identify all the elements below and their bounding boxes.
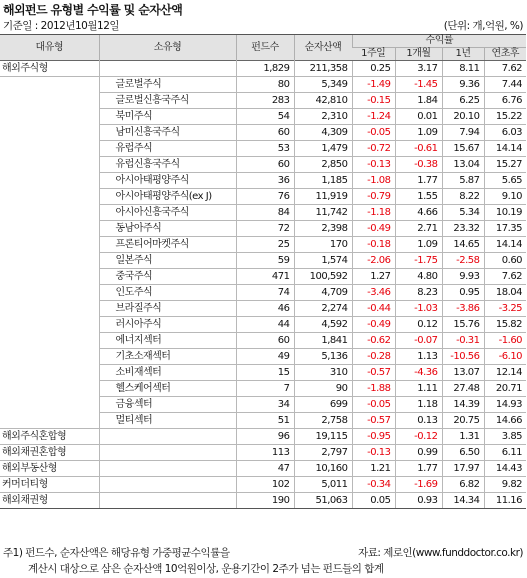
return-1w-cell: -0.57	[352, 413, 395, 429]
subtype-cell: 브라질주식	[99, 301, 236, 317]
return-ytd-cell: 14.93	[484, 397, 526, 413]
table-row	[0, 269, 526, 285]
table-row	[0, 493, 526, 509]
fund-count-cell: 25	[236, 237, 294, 253]
report-title: 해외펀드 유형별 수익률 및 순자산액	[3, 3, 183, 17]
return-1y-cell: 6.82	[442, 477, 484, 493]
return-1m-cell: 0.99	[395, 445, 442, 461]
return-ytd-cell: 7.62	[484, 269, 526, 285]
subtype-cell: 유럽신흥국주식	[99, 157, 236, 173]
base-date: 기준일 : 2012년10월12일	[3, 20, 120, 32]
return-1w-cell: -0.05	[352, 125, 395, 141]
return-1w-cell: -0.34	[352, 477, 395, 493]
net-assets-cell: 1,185	[294, 173, 352, 189]
return-ytd-cell: 15.82	[484, 317, 526, 333]
subtype-cell: 동남아주식	[99, 221, 236, 237]
category-cell	[0, 157, 99, 173]
return-1y-cell: 27.48	[442, 381, 484, 397]
return-ytd-cell: 14.66	[484, 413, 526, 429]
return-1w-cell: -0.72	[352, 141, 395, 157]
category-cell: 해외채권혼합형	[0, 445, 99, 461]
return-1m-cell: 1.13	[395, 349, 442, 365]
return-1y-cell: 17.97	[442, 461, 484, 477]
header-1-year: 1년	[442, 48, 484, 61]
return-1w-cell: 0.25	[352, 61, 395, 77]
subtype-cell: 중국주식	[99, 269, 236, 285]
header-ytd: 연초후	[484, 48, 526, 61]
fund-count-cell: 59	[236, 253, 294, 269]
return-1m-cell: 1.84	[395, 93, 442, 109]
return-1w-cell: -3.46	[352, 285, 395, 301]
subtype-cell: 러시아주식	[99, 317, 236, 333]
table-row	[0, 173, 526, 189]
return-1m-cell: 1.09	[395, 125, 442, 141]
subtype-cell: 아시아태평양주식(ex J)	[99, 189, 236, 205]
category-cell: 해외채권형	[0, 493, 99, 509]
fund-count-cell: 53	[236, 141, 294, 157]
return-ytd-cell: 0.60	[484, 253, 526, 269]
category-cell	[0, 173, 99, 189]
return-ytd-cell: 10.19	[484, 205, 526, 221]
return-1w-cell: -1.08	[352, 173, 395, 189]
return-1y-cell: 14.39	[442, 397, 484, 413]
return-ytd-cell: 7.62	[484, 61, 526, 77]
return-1m-cell: 1.18	[395, 397, 442, 413]
return-1m-cell: 0.12	[395, 317, 442, 333]
table-row	[0, 429, 526, 445]
fund-count-cell: 72	[236, 221, 294, 237]
subtype-cell: 금융섹터	[99, 397, 236, 413]
subtype-cell: 인도주식	[99, 285, 236, 301]
return-1y-cell: 23.32	[442, 221, 484, 237]
fund-count-cell: 60	[236, 333, 294, 349]
return-1w-cell: -2.06	[352, 253, 395, 269]
subtype-cell: 에너지섹터	[99, 333, 236, 349]
table-row	[0, 285, 526, 301]
subtype-cell: 아시아신흥국주식	[99, 205, 236, 221]
fund-count-cell: 76	[236, 189, 294, 205]
fund-count-cell: 44	[236, 317, 294, 333]
fund-count-cell: 7	[236, 381, 294, 397]
net-assets-cell: 11,919	[294, 189, 352, 205]
return-1w-cell: -1.49	[352, 77, 395, 93]
return-1y-cell: 6.50	[442, 445, 484, 461]
return-1w-cell: -0.57	[352, 365, 395, 381]
fund-count-cell: 96	[236, 429, 294, 445]
category-cell	[0, 205, 99, 221]
category-cell	[0, 397, 99, 413]
table-row	[0, 61, 526, 77]
return-1m-cell: 8.23	[395, 285, 442, 301]
return-ytd-cell: 14.43	[484, 461, 526, 477]
table-row	[0, 397, 526, 413]
return-1y-cell: 15.76	[442, 317, 484, 333]
return-ytd-cell: 5.65	[484, 173, 526, 189]
return-1y-cell: -2.58	[442, 253, 484, 269]
table-row	[0, 317, 526, 333]
category-cell	[0, 109, 99, 125]
fund-count-cell: 113	[236, 445, 294, 461]
fund-count-cell: 60	[236, 125, 294, 141]
return-ytd-cell: 6.11	[484, 445, 526, 461]
table-row	[0, 301, 526, 317]
net-assets-cell: 4,592	[294, 317, 352, 333]
net-assets-cell: 90	[294, 381, 352, 397]
table-row	[0, 205, 526, 221]
return-ytd-cell: 6.03	[484, 125, 526, 141]
header-fund-count: 펀드수	[236, 35, 294, 61]
table-row	[0, 221, 526, 237]
net-assets-cell: 2,758	[294, 413, 352, 429]
return-1w-cell: -0.05	[352, 397, 395, 413]
return-ytd-cell: -3.25	[484, 301, 526, 317]
category-cell	[0, 285, 99, 301]
fund-count-cell: 36	[236, 173, 294, 189]
return-1y-cell: 5.34	[442, 205, 484, 221]
subtype-cell	[99, 493, 236, 509]
fund-count-cell: 46	[236, 301, 294, 317]
net-assets-cell: 1,479	[294, 141, 352, 157]
return-1w-cell: -0.13	[352, 157, 395, 173]
return-ytd-cell: 15.27	[484, 157, 526, 173]
category-cell	[0, 413, 99, 429]
table-row	[0, 77, 526, 93]
subtype-cell: 소비재섹터	[99, 365, 236, 381]
return-1m-cell: -0.38	[395, 157, 442, 173]
table-row	[0, 333, 526, 349]
return-1y-cell: 14.34	[442, 493, 484, 509]
return-1m-cell: -1.75	[395, 253, 442, 269]
return-1m-cell: 4.66	[395, 205, 442, 221]
return-1m-cell: 1.55	[395, 189, 442, 205]
fund-count-cell: 51	[236, 413, 294, 429]
fund-count-cell: 190	[236, 493, 294, 509]
return-1w-cell: -0.62	[352, 333, 395, 349]
return-1y-cell: 13.07	[442, 365, 484, 381]
fund-count-cell: 60	[236, 157, 294, 173]
table-row	[0, 253, 526, 269]
return-ytd-cell: 9.10	[484, 189, 526, 205]
net-assets-cell: 699	[294, 397, 352, 413]
return-1w-cell: -0.13	[352, 445, 395, 461]
category-cell	[0, 77, 99, 93]
net-assets-cell: 51,063	[294, 493, 352, 509]
table-row	[0, 93, 526, 109]
return-1y-cell: 8.11	[442, 61, 484, 77]
return-1m-cell: 1.77	[395, 461, 442, 477]
category-cell	[0, 189, 99, 205]
table-row	[0, 141, 526, 157]
category-cell	[0, 349, 99, 365]
return-1m-cell: -1.03	[395, 301, 442, 317]
return-1m-cell: -0.07	[395, 333, 442, 349]
fund-count-cell: 283	[236, 93, 294, 109]
net-assets-cell: 4,709	[294, 285, 352, 301]
net-assets-cell: 10,160	[294, 461, 352, 477]
return-ytd-cell: 18.04	[484, 285, 526, 301]
return-1w-cell: -0.28	[352, 349, 395, 365]
footnote-2: 계산시 대상으로 삼은 순자산액 10억원이상, 운용기간이 2주가 넘는 펀드들의 합계	[28, 563, 384, 575]
return-1y-cell: -3.86	[442, 301, 484, 317]
return-1m-cell: 3.17	[395, 61, 442, 77]
return-ytd-cell: 20.71	[484, 381, 526, 397]
return-1w-cell: -1.18	[352, 205, 395, 221]
table-row	[0, 157, 526, 173]
fund-count-cell: 1,829	[236, 61, 294, 77]
category-cell	[0, 365, 99, 381]
return-1m-cell: 0.01	[395, 109, 442, 125]
category-cell: 해외주식형	[0, 61, 99, 77]
source-note: 자료: 제로인(www.funddoctor.co.kr)	[358, 547, 523, 559]
unit-note: (단위: 개,억원, %)	[443, 20, 523, 32]
subtype-cell	[99, 61, 236, 77]
return-ytd-cell: 17.35	[484, 221, 526, 237]
table-row	[0, 109, 526, 125]
fund-count-cell: 84	[236, 205, 294, 221]
return-1w-cell: -0.95	[352, 429, 395, 445]
fund-count-cell: 471	[236, 269, 294, 285]
return-1w-cell: -0.49	[352, 317, 395, 333]
net-assets-cell: 2,797	[294, 445, 352, 461]
return-1y-cell: 20.75	[442, 413, 484, 429]
return-ytd-cell: 12.14	[484, 365, 526, 381]
return-ytd-cell: -6.10	[484, 349, 526, 365]
header-1-week: 1주일	[352, 48, 395, 61]
subtype-cell: 북미주식	[99, 109, 236, 125]
table-row	[0, 445, 526, 461]
table-row	[0, 237, 526, 253]
return-ytd-cell: -1.60	[484, 333, 526, 349]
net-assets-cell: 5,349	[294, 77, 352, 93]
return-ytd-cell: 14.14	[484, 141, 526, 157]
net-assets-cell: 11,742	[294, 205, 352, 221]
footnote-1: 주1) 펀드수, 순자산액은 해당유형 가중평균수익률을	[3, 547, 230, 559]
return-1m-cell: 4.80	[395, 269, 442, 285]
return-1m-cell: 1.77	[395, 173, 442, 189]
return-1m-cell: 0.93	[395, 493, 442, 509]
fund-count-cell: 80	[236, 77, 294, 93]
net-assets-cell: 2,850	[294, 157, 352, 173]
header-net-assets: 순자산액	[294, 35, 352, 61]
return-1y-cell: 15.67	[442, 141, 484, 157]
return-ytd-cell: 3.85	[484, 429, 526, 445]
category-cell	[0, 125, 99, 141]
subtype-cell: 일본주식	[99, 253, 236, 269]
return-ytd-cell: 7.44	[484, 77, 526, 93]
fund-count-cell: 74	[236, 285, 294, 301]
return-1y-cell: 9.36	[442, 77, 484, 93]
subtype-cell: 아시아태평양주식	[99, 173, 236, 189]
net-assets-cell: 310	[294, 365, 352, 381]
subtype-cell	[99, 477, 236, 493]
return-1m-cell: -1.69	[395, 477, 442, 493]
header-subtype: 소유형	[99, 35, 236, 61]
net-assets-cell: 42,810	[294, 93, 352, 109]
net-assets-cell: 4,309	[294, 125, 352, 141]
return-1w-cell: 1.27	[352, 269, 395, 285]
return-1y-cell: 14.65	[442, 237, 484, 253]
category-cell: 커머더티형	[0, 477, 99, 493]
table-body	[0, 61, 526, 509]
return-1y-cell: 0.95	[442, 285, 484, 301]
net-assets-cell: 5,136	[294, 349, 352, 365]
net-assets-cell: 1,841	[294, 333, 352, 349]
net-assets-cell: 100,592	[294, 269, 352, 285]
category-cell: 해외주식혼합형	[0, 429, 99, 445]
subtype-cell: 프론티어마켓주식	[99, 237, 236, 253]
subtype-cell: 글로벌신흥국주식	[99, 93, 236, 109]
return-1w-cell: -0.79	[352, 189, 395, 205]
table-row	[0, 125, 526, 141]
category-cell	[0, 93, 99, 109]
subtype-cell: 헬스케어섹터	[99, 381, 236, 397]
return-1w-cell: 0.05	[352, 493, 395, 509]
return-1m-cell: 2.71	[395, 221, 442, 237]
table-row	[0, 413, 526, 429]
return-1w-cell: -1.88	[352, 381, 395, 397]
return-1y-cell: -10.56	[442, 349, 484, 365]
fund-count-cell: 102	[236, 477, 294, 493]
return-ytd-cell: 6.76	[484, 93, 526, 109]
return-1m-cell: 0.13	[395, 413, 442, 429]
return-1y-cell: -0.31	[442, 333, 484, 349]
table-row	[0, 461, 526, 477]
fund-count-cell: 34	[236, 397, 294, 413]
subtype-cell: 멀티섹터	[99, 413, 236, 429]
table-row	[0, 189, 526, 205]
header-category: 대유형	[0, 35, 99, 61]
fund-count-cell: 15	[236, 365, 294, 381]
return-1m-cell: -1.45	[395, 77, 442, 93]
subtype-cell	[99, 461, 236, 477]
return-1m-cell: -0.12	[395, 429, 442, 445]
table-row	[0, 349, 526, 365]
category-cell	[0, 381, 99, 397]
return-1y-cell: 20.10	[442, 109, 484, 125]
return-1w-cell: -0.49	[352, 221, 395, 237]
return-1y-cell: 5.87	[442, 173, 484, 189]
category-cell	[0, 237, 99, 253]
return-1m-cell: 1.11	[395, 381, 442, 397]
return-1y-cell: 8.22	[442, 189, 484, 205]
category-cell	[0, 317, 99, 333]
returns-table	[0, 34, 526, 509]
net-assets-cell: 2,310	[294, 109, 352, 125]
table-row	[0, 365, 526, 381]
return-1y-cell: 13.04	[442, 157, 484, 173]
return-1y-cell: 7.94	[442, 125, 484, 141]
return-1m-cell: -0.61	[395, 141, 442, 157]
fund-count-cell: 49	[236, 349, 294, 365]
net-assets-cell: 2,274	[294, 301, 352, 317]
return-ytd-cell: 15.22	[484, 109, 526, 125]
return-ytd-cell: 9.82	[484, 477, 526, 493]
return-1w-cell: -0.18	[352, 237, 395, 253]
return-1w-cell: -1.24	[352, 109, 395, 125]
table-row	[0, 381, 526, 397]
subtype-cell: 유럽주식	[99, 141, 236, 157]
subtype-cell: 남미신흥국주식	[99, 125, 236, 141]
category-cell	[0, 253, 99, 269]
net-assets-cell: 1,574	[294, 253, 352, 269]
net-assets-cell: 170	[294, 237, 352, 253]
subtype-cell: 글로벌주식	[99, 77, 236, 93]
subtype-cell	[99, 429, 236, 445]
header-1-month: 1개월	[395, 48, 442, 61]
net-assets-cell: 2,398	[294, 221, 352, 237]
category-cell	[0, 141, 99, 157]
return-1y-cell: 1.31	[442, 429, 484, 445]
return-1m-cell: -4.36	[395, 365, 442, 381]
category-cell	[0, 301, 99, 317]
category-cell	[0, 269, 99, 285]
header-returns-group: 수익률	[352, 35, 526, 48]
return-1w-cell: -0.15	[352, 93, 395, 109]
return-ytd-cell: 14.14	[484, 237, 526, 253]
category-cell: 해외부동산형	[0, 461, 99, 477]
return-1m-cell: 1.09	[395, 237, 442, 253]
subtype-cell: 기초소재섹터	[99, 349, 236, 365]
net-assets-cell: 19,115	[294, 429, 352, 445]
subtype-cell	[99, 445, 236, 461]
return-1y-cell: 6.25	[442, 93, 484, 109]
fund-count-cell: 54	[236, 109, 294, 125]
category-cell	[0, 333, 99, 349]
return-ytd-cell: 11.16	[484, 493, 526, 509]
return-1w-cell: 1.21	[352, 461, 395, 477]
fund-count-cell: 47	[236, 461, 294, 477]
table-row	[0, 477, 526, 493]
return-1y-cell: 9.93	[442, 269, 484, 285]
return-1w-cell: -0.44	[352, 301, 395, 317]
net-assets-cell: 211,358	[294, 61, 352, 77]
net-assets-cell: 5,011	[294, 477, 352, 493]
category-cell	[0, 221, 99, 237]
